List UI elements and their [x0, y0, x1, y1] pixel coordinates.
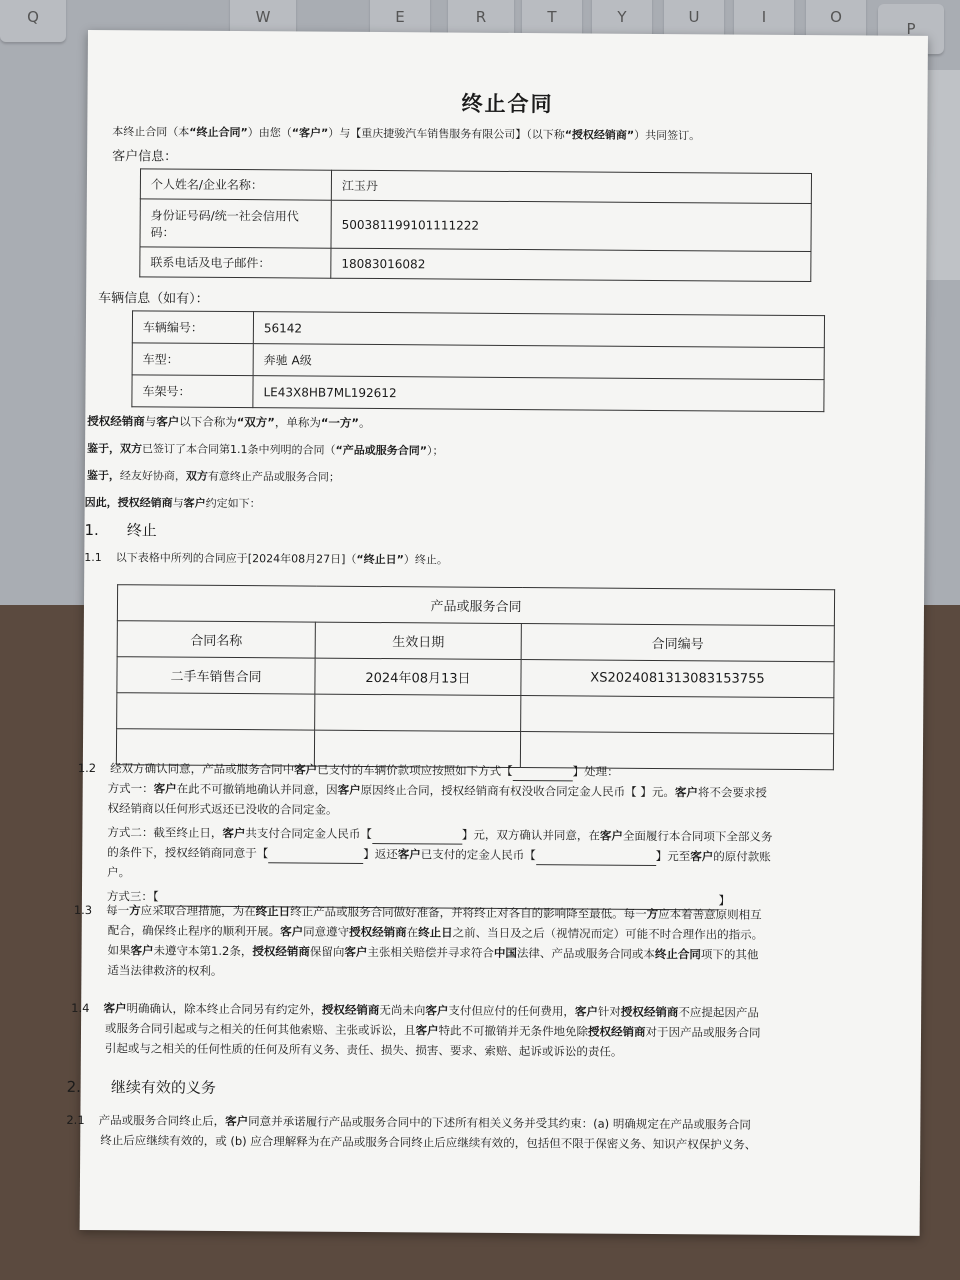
key-y: Y [592, 0, 652, 42]
clause-number: 2.1 [66, 1112, 85, 1128]
table-row [117, 693, 834, 734]
text: 保留向 [309, 944, 345, 959]
text: 】返还 [363, 846, 398, 862]
bold-term: 客户 [130, 943, 154, 958]
contract-paper [66, 30, 928, 1236]
text: 未遵守本第1.2条， [153, 943, 253, 959]
text: 无尚未向 [379, 1003, 426, 1018]
text: 方式三：【 [106, 889, 159, 904]
fill-blank[interactable] [536, 864, 656, 866]
text: 同意遵守 [303, 924, 350, 939]
bold-term: 客户 [425, 1003, 449, 1018]
intro-text: ）共同签订。 [634, 128, 701, 143]
table-cell: XS20240813130831537​55 [521, 660, 834, 698]
clause-number: 1.3 [73, 902, 93, 918]
text: 配合，确保终止程序的顺利开展。 [107, 923, 281, 939]
text: 特此不可撤销并无条件地免除 [438, 1023, 589, 1039]
cell-label: 个人姓名/企业名称： [140, 169, 331, 200]
text: 有意终止产品或服务合同； [207, 469, 340, 484]
text: 全面履行本合同项下全部义务 [622, 828, 773, 844]
text: 的原付款账 [713, 849, 771, 864]
text: 每一 [106, 903, 130, 918]
table-cell: 2024年08月13日 [315, 658, 521, 695]
key-r: R [448, 0, 514, 42]
text: 针对 [597, 1004, 622, 1019]
bold-term: 双方 [185, 469, 208, 483]
clause-1-1 [84, 548, 448, 571]
text: 支付但应付的任何费用， [448, 1003, 576, 1019]
bold-term: 客户 [397, 847, 421, 862]
table-cell [117, 693, 315, 730]
bold-term: 鉴于， [87, 442, 121, 456]
text: 对于因产品或服务合同 [645, 1024, 761, 1040]
table-row [132, 343, 824, 380]
fill-blank[interactable] [268, 862, 363, 864]
section-number: 2. [66, 1077, 81, 1096]
parties-definition [87, 411, 370, 433]
section-2-heading [67, 1076, 216, 1098]
bold-term: 客户 [294, 762, 318, 777]
table-row [140, 199, 811, 252]
clause-1-4 [71, 998, 881, 1064]
table-row [140, 247, 811, 282]
bold-term: 终止日 [418, 925, 453, 940]
bold-term: 中国 [493, 945, 517, 961]
text: 以下合称为 [179, 414, 237, 430]
bold-term: 客户 [225, 1113, 249, 1129]
text: 。 [358, 415, 371, 430]
cell-label: 联系电话及电子邮件： [140, 247, 331, 278]
customer-info-label: 客户信息： [112, 149, 178, 165]
text: 已支付的定金人民币【 [420, 847, 536, 863]
clause-1-2 [77, 758, 878, 912]
vehicle-info-label: 车辆信息（如有）： [98, 291, 209, 307]
text: 】 [718, 893, 731, 908]
cell-label: 车型： [132, 343, 253, 376]
bold-term: 双方 [120, 442, 143, 456]
text: 产品或服务合同终止后， [98, 1113, 226, 1128]
text: 与 [172, 496, 184, 510]
intro-bold: “终止合同” [189, 125, 248, 140]
clause-line: 引起或与之相关的任何性质的任何及所有义务、责任、损失、损害、要求、索赔、起诉或诉讼的责任。 [104, 1041, 623, 1059]
table-cell [315, 694, 521, 731]
section-number: 1. [84, 520, 99, 540]
method-2 [77, 822, 877, 888]
text: 经双方确认同意，产品或服务合同中 [110, 761, 295, 777]
clause-1-3 [73, 900, 884, 986]
bold-term: “双方” [236, 415, 275, 430]
header-cell: 合同名称 [117, 621, 315, 658]
intro-text: ）与【重庆捷骏汽车销售服务有限公司】（以下称 [328, 126, 565, 142]
cell-label: 车架号： [132, 375, 253, 408]
text: 方式一： [107, 781, 154, 796]
intro-text: 本终止合同（本 [112, 125, 190, 139]
intro-bold: “客户” [291, 126, 329, 140]
text: 主张相关赔偿并寻求符合 [367, 944, 494, 960]
text: 项下的其他 [700, 947, 759, 962]
cell-value: 56142 [253, 312, 824, 348]
clause-line: 适当法律救济的权利。 [107, 963, 223, 978]
text: 不应提起因产品 [678, 1005, 760, 1020]
clause-number: 1.2 [77, 760, 97, 776]
table-cell [521, 696, 834, 734]
bold-term: 客户 [337, 782, 361, 797]
therefore-clause [85, 493, 261, 514]
text: 之前、当日及之后（视情况而定）可能不时合理作出的指示。 [452, 925, 764, 942]
key-o: O [806, 0, 866, 42]
text: 共支付合同定金人民币【 [245, 826, 372, 842]
table-header-row [117, 621, 834, 662]
bold-term: 客户 [156, 414, 180, 429]
bold-term: 客户 [415, 1023, 439, 1038]
table-cell: 二手车销售合同 [117, 657, 315, 694]
bold-term: 终止合同 [654, 946, 701, 962]
text: 终止产品或服务合同做好准备，并将终止对各自的影响降至最低。每一 [290, 904, 647, 921]
table-row [140, 169, 811, 204]
bold-term: 鉴于， [86, 469, 120, 483]
customer-info-table [139, 168, 812, 282]
bold-term: 客户 [674, 785, 698, 800]
text: 在 [406, 925, 419, 940]
header-cell: 生效日期 [315, 622, 521, 659]
whereas-1 [87, 439, 444, 461]
bold-term: “产品或服务合同” [335, 443, 428, 458]
text: 经友好协商， [119, 469, 186, 483]
text: 户。 [107, 865, 131, 880]
text: 权经销商以任何形式返还已没收的合同定金。 [107, 801, 338, 817]
bold-term: 客户 [153, 781, 177, 796]
bold-term: “一方” [320, 415, 360, 430]
key-i: I [734, 0, 794, 42]
clause-line: 终止后应继续有效的，或 (b) 应合理解释为在产品或服务合同终止后应继续有效的，包括但不限于保密义务、知识产权保护义务、 [100, 1133, 757, 1152]
bold-term: 终止日 [255, 904, 291, 919]
intro-paragraph [112, 123, 700, 143]
text: 】元，双方确认并同意，在 [461, 827, 600, 843]
text: ）； [426, 444, 444, 458]
text: 约定如下： [205, 496, 261, 511]
text: 法律、产品或服务合同或本 [516, 946, 655, 961]
bold-term: 客户 [574, 1004, 599, 1019]
text: 同意并承诺履行产品或服务合同中的下述所有相关义务并受其约束：(a) 明确规定在产品或服务合同 [248, 1114, 751, 1132]
section-title: 终止 [126, 521, 157, 540]
cell-value: 18083016082 [331, 248, 811, 281]
intro-bold: “授权经销商” [564, 128, 635, 142]
bold-term: 客户 [599, 828, 623, 843]
cell-value: 江玉丹 [331, 170, 811, 203]
bold-term: 授权经销商 [620, 1004, 679, 1020]
table-row [132, 375, 824, 412]
whereas-2 [87, 466, 340, 488]
text: 或服务合同引起或与之相关的任何其他索赔、主张或诉讼，且 [104, 1021, 416, 1038]
cell-label: 身份证号码/统一社会信用代码： [140, 199, 331, 248]
bold-term: 授权经销商 [321, 1002, 380, 1018]
text: 】处理： [572, 764, 619, 779]
header-cell: 合同编号 [521, 624, 834, 662]
text: 方式二：截至终止日， [107, 825, 223, 840]
table-row [132, 311, 824, 348]
cell-label: 车辆编号： [132, 311, 253, 344]
text: 的条件下，授权经销商同意于【 [107, 845, 269, 861]
text: 已支付的车辆价款项应按照如下方式【 [317, 762, 513, 778]
bold-term: 授权经销商 [587, 1024, 646, 1039]
bold-term: 方 [129, 903, 141, 918]
text: 将不会要求授 [697, 785, 767, 800]
key-q: Q [0, 0, 66, 42]
text: 在此不可撤销地确认并同意，因 [176, 781, 338, 797]
cell-value: 500381199101111222 [331, 200, 811, 251]
bold-term: 授权经销商 [349, 924, 407, 940]
text: 以下表格中所列的合同应于[2024年08月27日]（ [115, 551, 357, 566]
text: 如果 [107, 943, 131, 958]
table-caption: 产品或服务合同 [117, 585, 834, 626]
key-p: P [878, 4, 944, 54]
clause-number: 1.4 [71, 1000, 90, 1016]
bold-term: “终止日” [356, 552, 404, 567]
method-1 [77, 778, 877, 824]
key-w: W [230, 0, 296, 42]
clause-number: 1.1 [84, 550, 102, 565]
cell-value: 奔驰 A级 [253, 344, 824, 380]
bold-term: 授权经销商 [87, 414, 145, 429]
bold-term: 客户 [183, 496, 206, 510]
text: ，单称为 [274, 415, 321, 430]
contract-table [116, 584, 835, 770]
bold-term: 客户 [344, 944, 368, 959]
text: 与 [144, 414, 157, 429]
document-title: 终止合同 [461, 91, 554, 117]
bold-term: 授权经销商 [252, 944, 310, 959]
bold-term: 方 [646, 906, 659, 922]
bold-term: 因此，授权经销商 [84, 495, 173, 510]
intro-text: ）由您（ [247, 126, 292, 140]
bold-term: 客户 [222, 825, 246, 841]
text: ）终止。 [403, 553, 448, 567]
bold-term: 客户 [280, 924, 304, 939]
text: 应采取合理措施，为在 [140, 903, 256, 919]
text: 明确确认，除本终止合同另有约定外， [126, 1001, 323, 1017]
text: 应本着善意原则相互 [658, 907, 762, 922]
fill-blank[interactable] [372, 843, 462, 845]
table-caption-row [117, 585, 834, 626]
text: 已签订了本合同第1.1条中列明的合同（ [142, 442, 336, 457]
bold-term: 客户 [103, 1001, 127, 1016]
vehicle-info-table [131, 310, 825, 412]
cell-value: LE43X8HB7ML192612 [253, 376, 824, 412]
key-u: U [664, 0, 724, 42]
section-title: 继续有效的义务 [110, 1078, 217, 1097]
section-1-heading [84, 519, 156, 541]
text: 原因终止合同，授权经销商有权没收合同定金人民币【 】元。 [360, 782, 675, 800]
table-row [117, 657, 834, 698]
clause-2-1 [66, 1110, 886, 1156]
key-t: T [522, 0, 582, 42]
bold-term: 客户 [690, 849, 714, 864]
key-e: E [370, 0, 430, 42]
text: 】元至 [655, 848, 691, 864]
